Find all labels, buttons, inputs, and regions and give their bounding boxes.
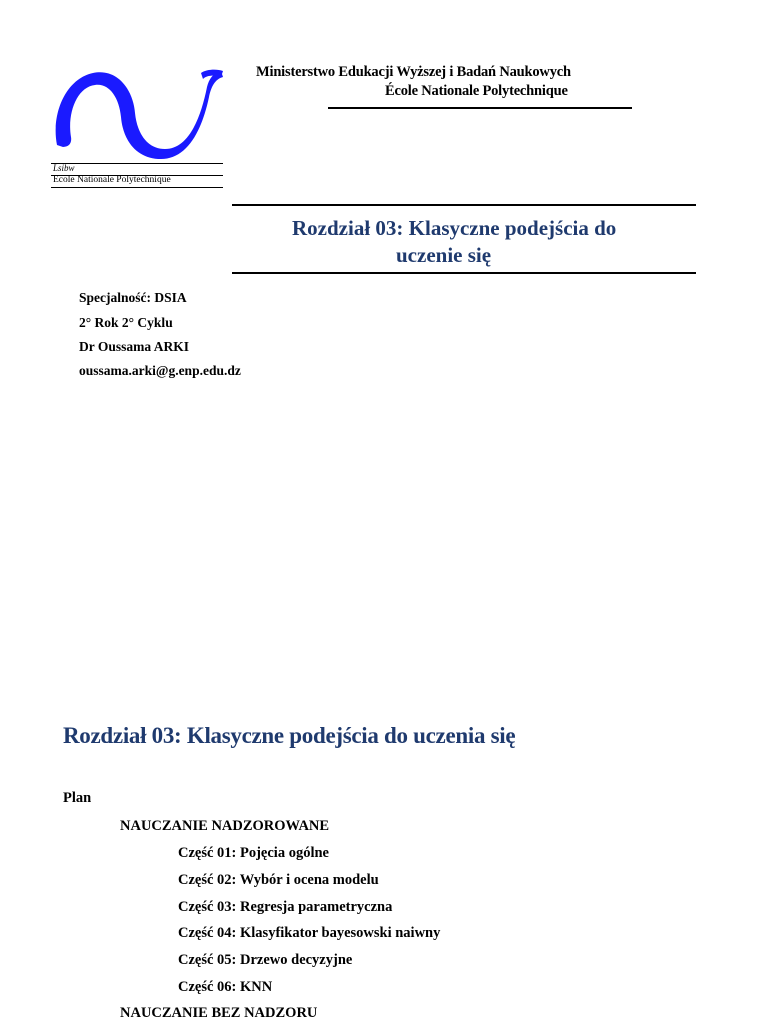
chapter-title-line1: Rozdział 03: Klasyczne podejścia do — [292, 216, 617, 240]
specialty-text: Specjalność: DSIA — [79, 290, 187, 305]
logo-caption-1: Lsibw — [53, 163, 75, 173]
plan-part-04: Część 04: Klasyfikator bayesowski naiwny — [178, 925, 441, 941]
title-top-rule — [232, 204, 696, 206]
plan-group-supervised: NAUCZANIE NADZOROWANE — [120, 818, 330, 834]
logo-caption-2: Ecole Nationale Polytechnique — [53, 175, 171, 185]
year-text: 2° Rok 2° Cyklu — [79, 315, 173, 330]
plan-label: Plan — [63, 790, 92, 806]
plan-part-06: Część 06: KNN — [178, 979, 273, 995]
enp-logo-icon — [51, 67, 225, 163]
plan-group-unsupervised: NAUCZANIE BEZ NADZORU — [120, 1005, 318, 1021]
section-heading: Rozdział 03: Klasyczne podejścia do uczenia się — [63, 723, 516, 748]
author-name: Dr Oussama ARKI — [79, 339, 190, 354]
plan-part-05: Część 05: Drzewo decyzyjne — [178, 952, 353, 968]
institution-logo — [51, 67, 225, 189]
ministry-name: Ministerstwo Edukacji Wyższej i Badań Naukowych — [256, 64, 571, 80]
author-email: oussama.arki@g.enp.edu.dz — [79, 363, 241, 378]
school-name: École Nationale Polytechnique — [385, 83, 568, 99]
plan-part-03: Część 03: Regresja parametryczna — [178, 899, 393, 915]
chapter-title-line2: uczenie się — [396, 243, 492, 267]
plan-part-02: Część 02: Wybór i ocena modelu — [178, 872, 379, 888]
header-divider — [328, 107, 632, 109]
plan-part-01: Część 01: Pojęcia ogólne — [178, 845, 329, 861]
title-bottom-rule — [232, 272, 696, 274]
